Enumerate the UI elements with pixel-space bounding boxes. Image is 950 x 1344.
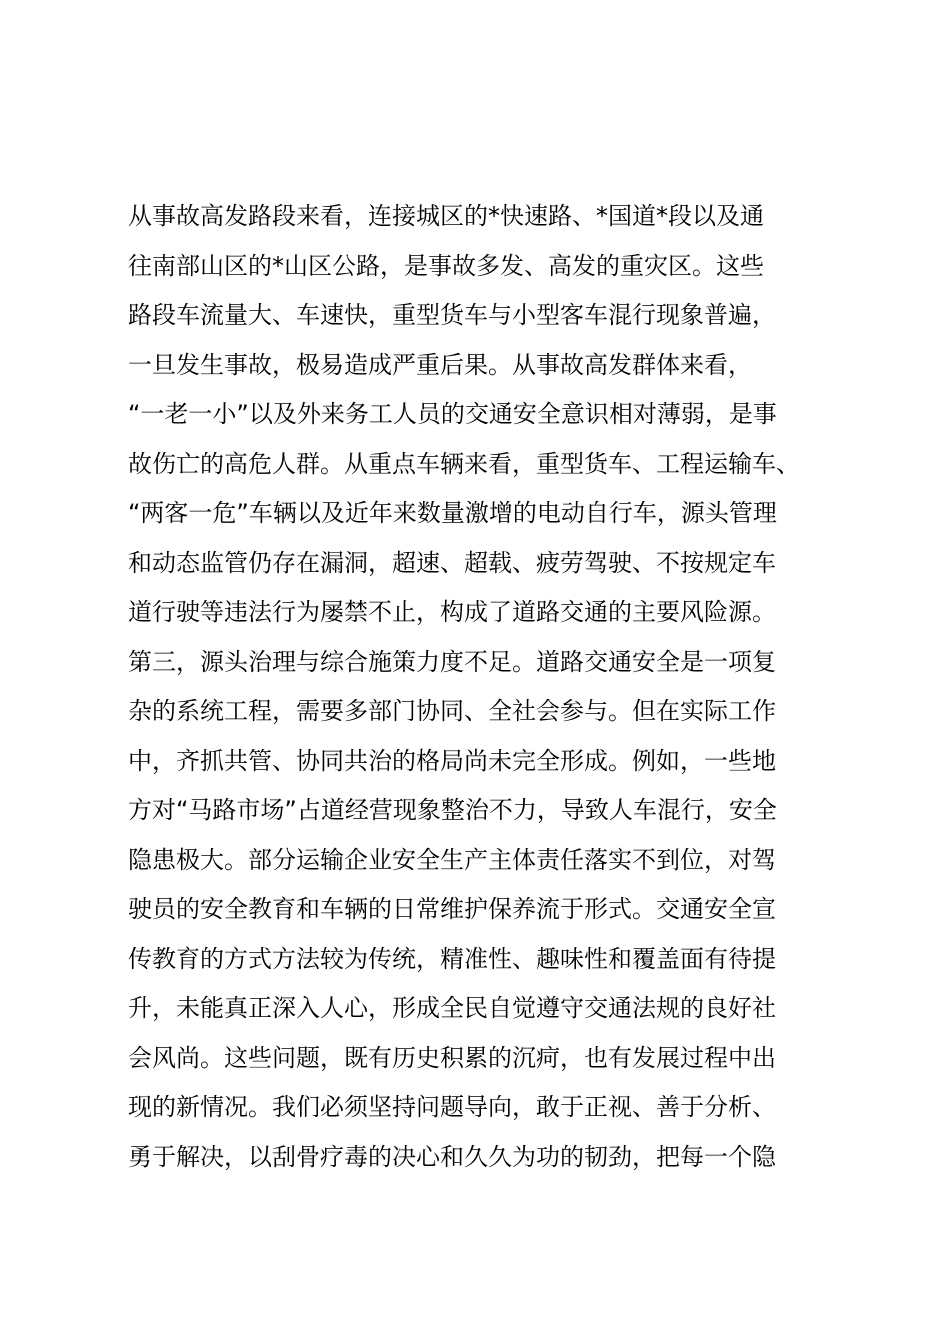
text-line-8: 和动态监管仍存在漏洞，超速、超载、疲劳驾驶、不按规定车 [128, 548, 776, 577]
text-line-7: “两客一危”车辆以及近年来数量激增的电动自行车，源头管理 [128, 499, 777, 527]
text-line-13: 方对“马路市场”占道经营现象整治不力，导致人车混行，安全 [128, 796, 777, 824]
text-line-12: 中，齐抓共管、协同共治的格局尚未完全形成。例如，一些地 [128, 746, 776, 775]
text-line-5: “一老一小”以及外来务工人员的交通安全意识相对薄弱，是事 [128, 400, 777, 428]
text-line-1: 从事故高发路段来看，连接城区的*快速路、*国道*段以及通 [128, 202, 764, 230]
text-line-4: 一旦发生事故，极易造成严重后果。从事故高发群体来看， [128, 350, 752, 379]
text-line-14: 隐患极大。部分运输企业安全生产主体责任落实不到位，对驾 [128, 845, 776, 874]
text-line-20: 勇于解决，以刮骨疗毒的决心和久久为功的韧劲，把每一个隐 [128, 1142, 776, 1171]
text-line-17: 升，未能真正深入人心，形成全民自觉遵守交通法规的良好社 [128, 994, 776, 1022]
text-line-18: 会风尚。这些问题，既有历史积累的沉疴，也有发展过程中出 [128, 1043, 776, 1072]
body-text [128, 192, 848, 1182]
text-line-9: 道行驶等违法行为屡禁不止，构成了道路交通的主要风险源。 [128, 598, 776, 626]
text-line-6: 故伤亡的高危人群。从重点车辆来看，重型货车、工程运输车、 [128, 449, 800, 478]
text-line-16: 传教育的方式方法较为传统，精准性、趣味性和覆盖面有待提 [128, 944, 776, 973]
text-line-15: 驶员的安全教育和车辆的日常维护保养流于形式。交通安全宣 [128, 895, 776, 923]
text-line-11: 杂的系统工程，需要多部门协同、全社会参与。但在实际工作 [128, 697, 776, 725]
text-line-3: 路段车流量大、车速快，重型货车与小型客车混行现象普遍， [128, 301, 776, 329]
text-line-19: 现的新情况。我们必须坚持问题导向，敢于正视、善于分析、 [128, 1093, 776, 1121]
text-line-10: 第三，源头治理与综合施策力度不足。道路交通安全是一项复 [128, 647, 776, 676]
text-line-2: 往南部山区的*山区公路，是事故多发、高发的重灾区。这些 [128, 251, 764, 280]
